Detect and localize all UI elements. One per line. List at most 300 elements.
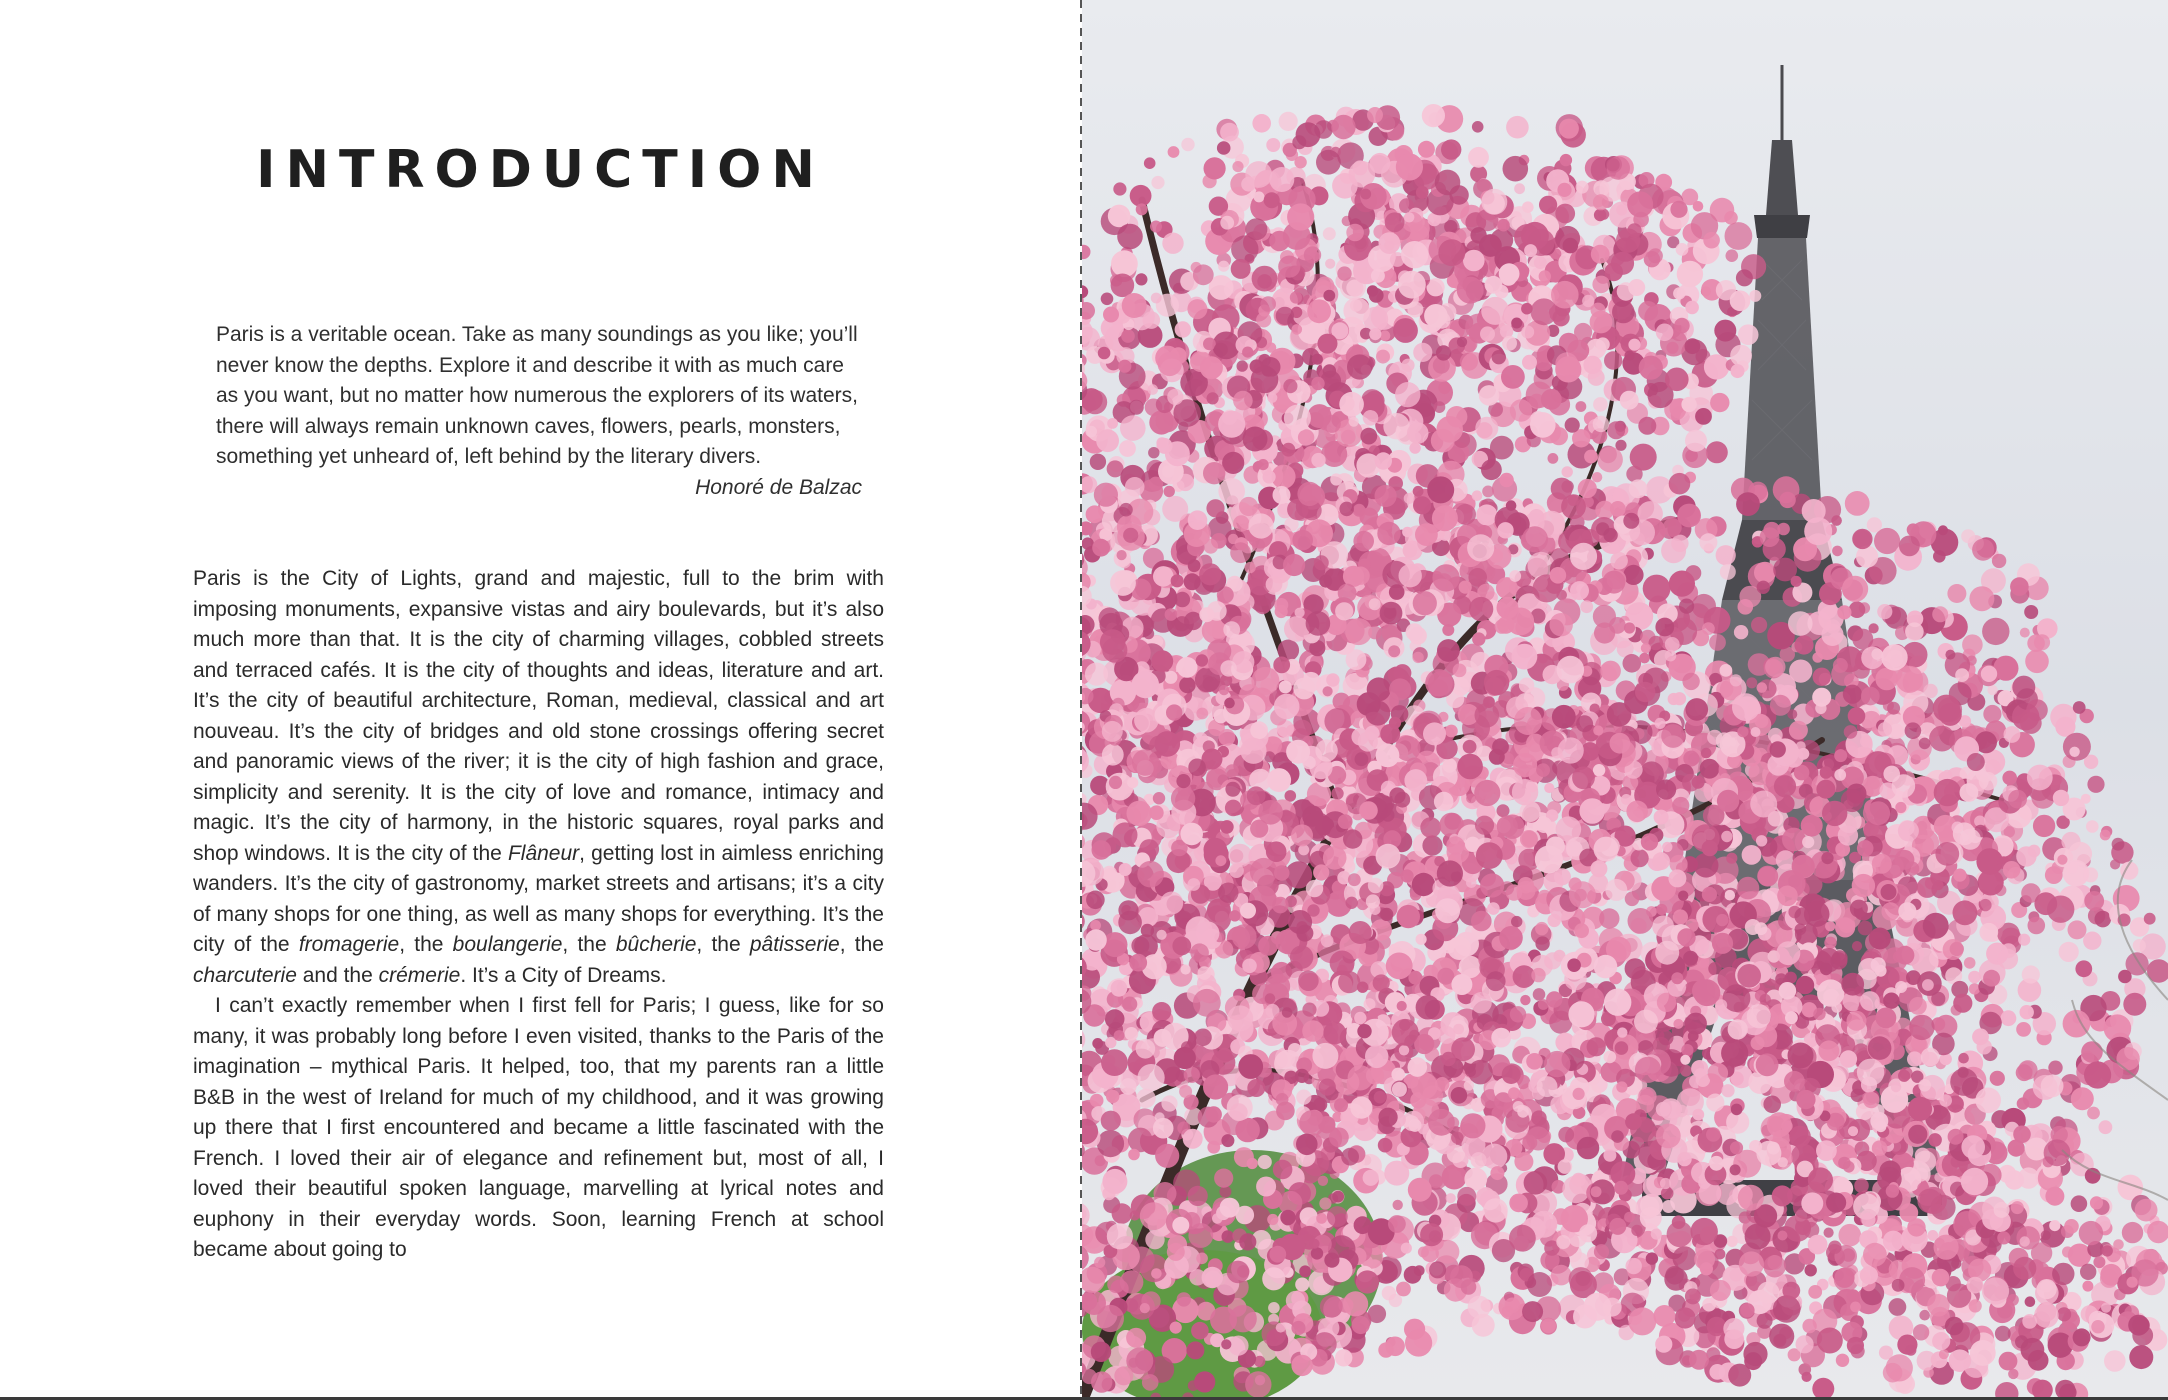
- blossom-petal: [1639, 653, 1650, 664]
- blossom-petal: [1315, 739, 1337, 761]
- blossom-petal: [1961, 529, 1975, 543]
- blossom-petal: [1453, 664, 1467, 678]
- blossom-petal: [1652, 852, 1670, 870]
- blossom-petal: [1972, 1028, 1989, 1045]
- blossom-petal: [1283, 379, 1297, 393]
- blossom-petal: [1384, 1161, 1409, 1186]
- blossom-petal: [1432, 564, 1459, 591]
- blossom-petal: [2017, 1097, 2029, 1109]
- blossom-petal: [1615, 440, 1626, 451]
- blossom-petal: [1237, 360, 1248, 371]
- blossom-petal: [1590, 311, 1613, 334]
- blossom-petal: [1738, 599, 1754, 615]
- blossom-petal: [1265, 993, 1276, 1004]
- italic-term: boulangerie: [452, 933, 563, 956]
- blossom-petal: [1898, 902, 1916, 920]
- blossom-petal: [1448, 936, 1472, 960]
- blossom-petal: [1148, 447, 1159, 458]
- blossom-petal: [1737, 726, 1748, 737]
- blossom-petal: [1550, 613, 1573, 636]
- blossom-petal: [2034, 634, 2050, 650]
- blossom-petal: [1353, 531, 1374, 552]
- blossom-petal: [1896, 666, 1923, 693]
- blossom-petal: [1346, 897, 1358, 909]
- blossom-petal: [1499, 926, 1523, 950]
- blossom-petal: [1151, 176, 1164, 189]
- blossom-petal: [1412, 873, 1435, 896]
- blossom-petal: [1552, 705, 1576, 729]
- blossom-petal: [2084, 891, 2104, 911]
- blossom-petal: [2069, 747, 2079, 757]
- blossom-petal: [1677, 261, 1703, 287]
- blossom-petal: [1422, 835, 1442, 855]
- blossom-petal: [1323, 364, 1336, 377]
- blossom-petal: [1179, 677, 1195, 693]
- blossom-petal: [1905, 862, 1919, 876]
- blossom-petal: [1244, 562, 1255, 573]
- blossom-petal: [1595, 501, 1614, 520]
- blossom-petal: [1359, 801, 1378, 820]
- text-run: , the: [562, 933, 616, 956]
- blossom-petal: [2018, 934, 2030, 946]
- blossom-petal: [2095, 911, 2112, 928]
- blossom-petal: [1313, 864, 1329, 880]
- blossom-petal: [1380, 724, 1400, 744]
- blossom-petal: [1420, 817, 1441, 838]
- blossom-petal: [1720, 564, 1736, 580]
- blossom-petal: [1233, 515, 1249, 531]
- blossom-petal: [1923, 913, 1949, 939]
- blossom-petal: [1887, 702, 1900, 715]
- blossom-petal: [1296, 1090, 1311, 1105]
- blossom-petal: [1229, 863, 1244, 878]
- blossom-petal: [1341, 430, 1356, 445]
- blossom-petal: [1475, 816, 1494, 835]
- blossom-petal: [1294, 156, 1306, 168]
- blossom-petal: [1628, 339, 1640, 351]
- blossom-petal: [1101, 293, 1114, 306]
- blossom-petal: [1600, 661, 1621, 682]
- blossom-petal: [2016, 1064, 2033, 1081]
- blossom-petal: [1760, 527, 1780, 547]
- blossom-petal: [1378, 1138, 1393, 1153]
- blossom-petal: [1404, 769, 1427, 792]
- blossom-petal: [1592, 472, 1602, 482]
- blossom-petal: [1548, 453, 1559, 464]
- text-run: , the: [696, 933, 750, 956]
- blossom-petal: [1232, 924, 1257, 949]
- blossom-petal: [1833, 658, 1848, 673]
- blossom-petal: [1917, 877, 1938, 898]
- body-paragraph-2: I can’t exactly remember when I first fell for Paris; I guess, like for so many, it was probably long before I even visited, thanks to the Paris of the imagination – mythical Paris. It helped, too, that my parents ran a little B&B in the west of Ireland for much of my childhood, and it was growing up there that I first encountered and became a little fascinated with the French. I loved their air of elegance and refinement but, most of all, I loved their beautiful spoken language, marvelling at lyrical notes and euphony in their everyday words. Soon, learning French at school became about going to: [193, 994, 884, 1261]
- blossom-petal: [1119, 440, 1136, 457]
- blossom-petal: [1214, 343, 1228, 357]
- blossom-petal: [1107, 418, 1118, 429]
- blossom-petal: [1220, 123, 1239, 142]
- body-text: [193, 564, 884, 1266]
- blossom-petal: [1476, 842, 1503, 869]
- blossom-petal: [1861, 687, 1880, 706]
- blossom-petal: [1397, 905, 1420, 928]
- blossom-petal: [2081, 1041, 2103, 1063]
- blossom-petal: [1685, 301, 1699, 315]
- blossom-petal: [1656, 779, 1676, 799]
- text-run: , the: [839, 933, 884, 956]
- blossom-petal: [1852, 941, 1862, 951]
- blossom-petal: [1754, 562, 1776, 584]
- blossom-petal: [1177, 657, 1198, 678]
- blossom-petal: [1167, 389, 1183, 405]
- blossom-petal: [1625, 892, 1640, 907]
- blossom-petal: [1258, 459, 1269, 470]
- blossom-petal: [1267, 393, 1277, 403]
- blossom-petal: [1824, 937, 1836, 949]
- blossom-petal: [1609, 617, 1626, 634]
- blossom-petal: [1437, 860, 1463, 886]
- blossom-petal: [1572, 766, 1595, 789]
- blossom-petal: [1774, 775, 1796, 797]
- blossom-petal: [1339, 392, 1364, 417]
- blossom-petal: [1484, 670, 1509, 695]
- blossom-petal: [1203, 462, 1225, 484]
- blossom-petal: [2010, 577, 2029, 596]
- blossom-petal: [1266, 138, 1280, 152]
- blossom-petal: [1274, 598, 1288, 612]
- blossom-petal: [1602, 571, 1625, 594]
- blossom-petal: [1445, 725, 1458, 738]
- blossom-petal: [1425, 669, 1453, 697]
- blossom-petal: [1381, 809, 1394, 822]
- blossom-petal: [1546, 837, 1565, 856]
- blossom-petal: [1669, 473, 1691, 495]
- blossom-petal: [1960, 783, 1979, 802]
- blossom-petal: [1623, 565, 1643, 585]
- blossom-petal: [1302, 756, 1315, 769]
- blossom-petal: [1792, 855, 1815, 878]
- blossom-petal: [2001, 1010, 2017, 1026]
- blossom-petal: [1958, 1053, 1969, 1064]
- blossom-petal: [1232, 161, 1243, 172]
- blossom-petal: [1120, 415, 1146, 441]
- blossom-petal: [1943, 939, 1964, 960]
- blossom-petal: [2075, 960, 2092, 977]
- blossom-petal: [1250, 858, 1277, 885]
- blossom-petal: [2025, 650, 2049, 674]
- blossom-petal: [1788, 611, 1813, 636]
- blossom-petal: [1492, 350, 1506, 364]
- blossom-petal: [1365, 701, 1390, 726]
- blossom-petal: [2071, 1087, 2094, 1110]
- blossom-petal: [1804, 517, 1832, 545]
- blossom-petal: [1096, 429, 1119, 452]
- blossom-petal: [1725, 890, 1736, 901]
- blossom-petal: [1228, 844, 1252, 868]
- blossom-petal: [1475, 417, 1498, 440]
- blossom-petal: [1788, 875, 1801, 888]
- blossom-petal: [1323, 227, 1336, 240]
- blossom-petal: [2123, 993, 2146, 1016]
- blossom-petal: [1551, 747, 1562, 758]
- blossom-petal: [1844, 725, 1858, 739]
- blossom-petal: [1522, 355, 1537, 370]
- blossom-petal: [2116, 1047, 2139, 1070]
- blossom-petal: [1629, 479, 1648, 498]
- blossom-petal: [1990, 1071, 2005, 1086]
- blossom-petal: [1673, 909, 1688, 924]
- blossom-petal: [1628, 908, 1654, 934]
- blossom-petal: [1514, 707, 1542, 735]
- body-paragraph-1: [193, 564, 884, 991]
- blossom-petal: [1118, 360, 1131, 373]
- blossom-petal: [2087, 776, 2104, 793]
- blossom-petal: [1655, 718, 1666, 729]
- blossom-petal: [1242, 959, 1257, 974]
- blossom-petal: [1848, 707, 1866, 725]
- blossom-petal: [1875, 668, 1898, 691]
- blossom-petal: [1181, 138, 1194, 151]
- blossom-petal: [1333, 693, 1351, 711]
- blossom-petal: [1510, 399, 1532, 421]
- blossom-petal: [1631, 849, 1649, 867]
- blossom-petal: [1283, 554, 1305, 576]
- blossom-petal: [1933, 695, 1960, 722]
- blossom-petal: [1596, 337, 1610, 351]
- blossom-petal: [1726, 853, 1737, 864]
- blossom-petal: [1338, 584, 1357, 603]
- blossom-petal: [1136, 203, 1148, 215]
- blossom-petal: [1580, 600, 1593, 613]
- blossom-petal: [1511, 916, 1522, 927]
- blossom-petal: [1366, 894, 1380, 908]
- blossom-petal: [1967, 753, 1985, 771]
- blossom-petal: [1845, 491, 1870, 516]
- blossom-petal: [1672, 797, 1689, 814]
- blossom-petal: [1406, 623, 1424, 641]
- blossom-petal: [1412, 652, 1423, 663]
- blossom-petal: [1839, 1224, 1862, 1247]
- blossom-petal: [1955, 668, 1969, 682]
- text-run: and the: [296, 963, 379, 987]
- blossom-petal: [1725, 222, 1753, 250]
- blossom-petal: [1349, 417, 1359, 427]
- blossom-petal: [1692, 776, 1705, 789]
- photo-eiffel-tower-cherry-blossom: [1082, 0, 2168, 1398]
- blossom-petal: [1474, 780, 1500, 806]
- blossom-petal: [1907, 523, 1920, 536]
- blossom-petal: [1635, 682, 1655, 702]
- blossom-petal: [1703, 232, 1720, 249]
- blossom-petal: [1165, 441, 1190, 466]
- blossom-petal: [1376, 844, 1401, 869]
- blossom-petal: [1111, 250, 1138, 277]
- blossom-petal: [1497, 816, 1518, 837]
- blossom-petal: [1296, 925, 1313, 942]
- blossom-petal: [1706, 441, 1728, 463]
- blossom-petal: [1222, 452, 1244, 474]
- blossom-petal: [1282, 443, 1296, 457]
- blossom-petal: [1751, 617, 1767, 633]
- blossom-petal: [1217, 141, 1231, 155]
- blossom-petal: [1472, 490, 1483, 501]
- blossom-petal: [1878, 722, 1892, 736]
- text-run: Paris is the City of Lights, grand and majestic, full to the brim with imposing monuments, expansive vistas and airy boulevards, but it’s also much more than that. It is the city of charming villages, cobbled streets and terraced cafés. It is the city of thoughts and ideas, literature and art. It’s the city of beautiful architecture, Roman, medieval, classical and art nouveau. It’s the city of bridges and old stone crossings offering secret and panoramic views of the river; it is the city of high fashion and grace, simplicity and serenity. It is the city of love and romance, intimacy and magic. It’s the city of harmony, in the historic squares, royal parks and shop windows. It is the city of the: [193, 567, 884, 865]
- blossom-petal: [1345, 618, 1372, 645]
- blossom-petal: [1665, 368, 1689, 392]
- blossom-petal: [1251, 667, 1279, 695]
- blossom-petal: [1681, 397, 1696, 412]
- blossom-petal: [1693, 201, 1704, 212]
- blossom-petal: [1481, 459, 1502, 480]
- blossom-petal: [1716, 732, 1733, 749]
- blossom-petal: [1200, 356, 1223, 379]
- blossom-petal: [1850, 900, 1868, 918]
- blossom-petal: [1822, 801, 1847, 826]
- blossom-petal: [1432, 505, 1458, 531]
- blossom-petal: [1981, 666, 1997, 682]
- blossom-petal: [1583, 356, 1601, 374]
- blossom-petal: [1187, 299, 1207, 319]
- blossom-petal: [1620, 391, 1639, 410]
- blossom-petal: [1365, 391, 1385, 411]
- blossom-petal: [1737, 877, 1760, 900]
- blossom-petal: [1219, 729, 1236, 746]
- blossom-petal: [1584, 450, 1598, 464]
- blossom-petal: [1512, 779, 1538, 805]
- blossom-petal: [1260, 296, 1276, 312]
- blossom-petal: [1685, 338, 1701, 354]
- blossom-petal: [1290, 946, 1313, 969]
- blossom-petal: [1639, 356, 1663, 380]
- blossom-petal: [1533, 988, 1546, 1001]
- blossom-petal: [1881, 884, 1897, 900]
- blossom-petal: [1929, 726, 1955, 752]
- blossom-petal: [1409, 442, 1420, 453]
- blossom-petal: [1587, 1037, 1606, 1056]
- blossom-petal: [1152, 1002, 1171, 1021]
- blossom-petal: [1849, 601, 1866, 618]
- blossom-petal: [1497, 522, 1513, 538]
- blossom-petal: [2048, 1061, 2062, 1075]
- blossom-petal: [1854, 1178, 1869, 1193]
- blossom-petal: [1834, 769, 1846, 781]
- blossom-petal: [1972, 539, 1994, 561]
- blossom-petal: [1678, 891, 1688, 901]
- blossom-petal: [1349, 921, 1372, 944]
- blossom-petal: [1656, 324, 1674, 342]
- blossom-petal: [1165, 608, 1178, 621]
- blossom-petal: [1164, 671, 1177, 684]
- blossom-petal: [2112, 838, 2125, 851]
- blossom-petal: [1380, 330, 1391, 341]
- blossom-petal: [1665, 637, 1680, 652]
- text-run: , the: [399, 933, 453, 956]
- blossom-petal: [1506, 608, 1534, 636]
- blossom-petal: [1513, 753, 1537, 777]
- italic-term: pâtisserie: [749, 933, 840, 956]
- blossom-petal: [1347, 354, 1372, 379]
- blossom-petal: [1355, 752, 1369, 766]
- blossom-petal: [1623, 513, 1639, 529]
- blossom-petal: [1969, 586, 1994, 611]
- blossom-petal: [1732, 693, 1760, 721]
- blossom-petal: [1813, 668, 1831, 686]
- blossom-petal: [1881, 902, 1899, 920]
- blossom-petal: [1685, 430, 1707, 452]
- blossom-petal: [1654, 810, 1669, 825]
- blossom-petal: [1720, 664, 1733, 677]
- blossom-petal: [1401, 869, 1414, 882]
- blossom-petal: [1122, 293, 1147, 318]
- blossom-petal: [1945, 650, 1955, 660]
- text-run: , getting lost in aimless enriching wanders. It’s the city of gastronomy, market streets and artisans; it’s a city of many shops for one thing, as well as many shops for everything. It’s the city of the: [193, 841, 884, 956]
- blossom-petal: [1499, 473, 1513, 487]
- blossom-petal: [2002, 771, 2017, 786]
- blossom-petal: [1953, 900, 1978, 925]
- blossom-petal: [1992, 554, 2006, 568]
- blossom-petal: [1263, 470, 1276, 483]
- blossom-petal: [2084, 1061, 2111, 1088]
- blossom-petal: [1490, 436, 1514, 460]
- blossom-petal: [1113, 182, 1126, 195]
- blossom-petal: [1319, 575, 1332, 588]
- blossom-petal: [1641, 833, 1658, 850]
- blossom-petal: [1825, 921, 1835, 931]
- blossom-petal: [1869, 928, 1891, 950]
- blossom-petal: [1331, 787, 1343, 799]
- blossom-petal: [1593, 725, 1603, 735]
- blossom-petal: [1695, 408, 1712, 425]
- blossom-petal: [1842, 576, 1868, 602]
- blossom-petal: [1175, 321, 1191, 337]
- blossom-petal: [1898, 820, 1919, 841]
- blossom-petal: [1218, 261, 1229, 272]
- blossom-petal: [1562, 466, 1573, 477]
- blossom-petal: [1756, 835, 1767, 846]
- blossom-petal: [1291, 824, 1313, 846]
- blossom-petal: [1682, 673, 1699, 690]
- blossom-petal: [1982, 618, 2009, 645]
- blossom-petal: [1607, 421, 1625, 439]
- blossom-petal: [1323, 415, 1341, 433]
- blossom-petal: [1311, 453, 1325, 467]
- blossom-petal: [1151, 293, 1162, 304]
- blossom-petal: [1235, 1118, 1260, 1143]
- blossom-petal: [2099, 1120, 2113, 1134]
- blossom-petal: [1522, 526, 1548, 552]
- blossom-petal: [1164, 486, 1175, 497]
- blossom-petal: [1098, 347, 1111, 360]
- blossom-petal: [1673, 287, 1685, 299]
- blossom-petal: [2086, 820, 2099, 833]
- blossom-petal: [1446, 836, 1464, 854]
- blossom-petal: [1777, 886, 1798, 907]
- blossom-petal: [1867, 517, 1882, 532]
- blossom-petal: [1837, 605, 1851, 619]
- blossom-petal: [1621, 794, 1632, 805]
- blossom-petal: [1476, 504, 1497, 525]
- blossom-petal: [1273, 486, 1291, 504]
- blossom-petal: [1521, 326, 1534, 339]
- blossom-petal: [1298, 429, 1314, 445]
- blossom-petal: [1847, 784, 1867, 804]
- blossom-petal: [1686, 698, 1709, 721]
- epigraph-quote: [216, 320, 862, 504]
- blossom-petal: [1832, 546, 1843, 557]
- blossom-petal: [1604, 351, 1622, 369]
- blossom-petal: [1103, 307, 1119, 323]
- blossom-petal: [2024, 605, 2038, 619]
- blossom-petal: [1459, 581, 1472, 594]
